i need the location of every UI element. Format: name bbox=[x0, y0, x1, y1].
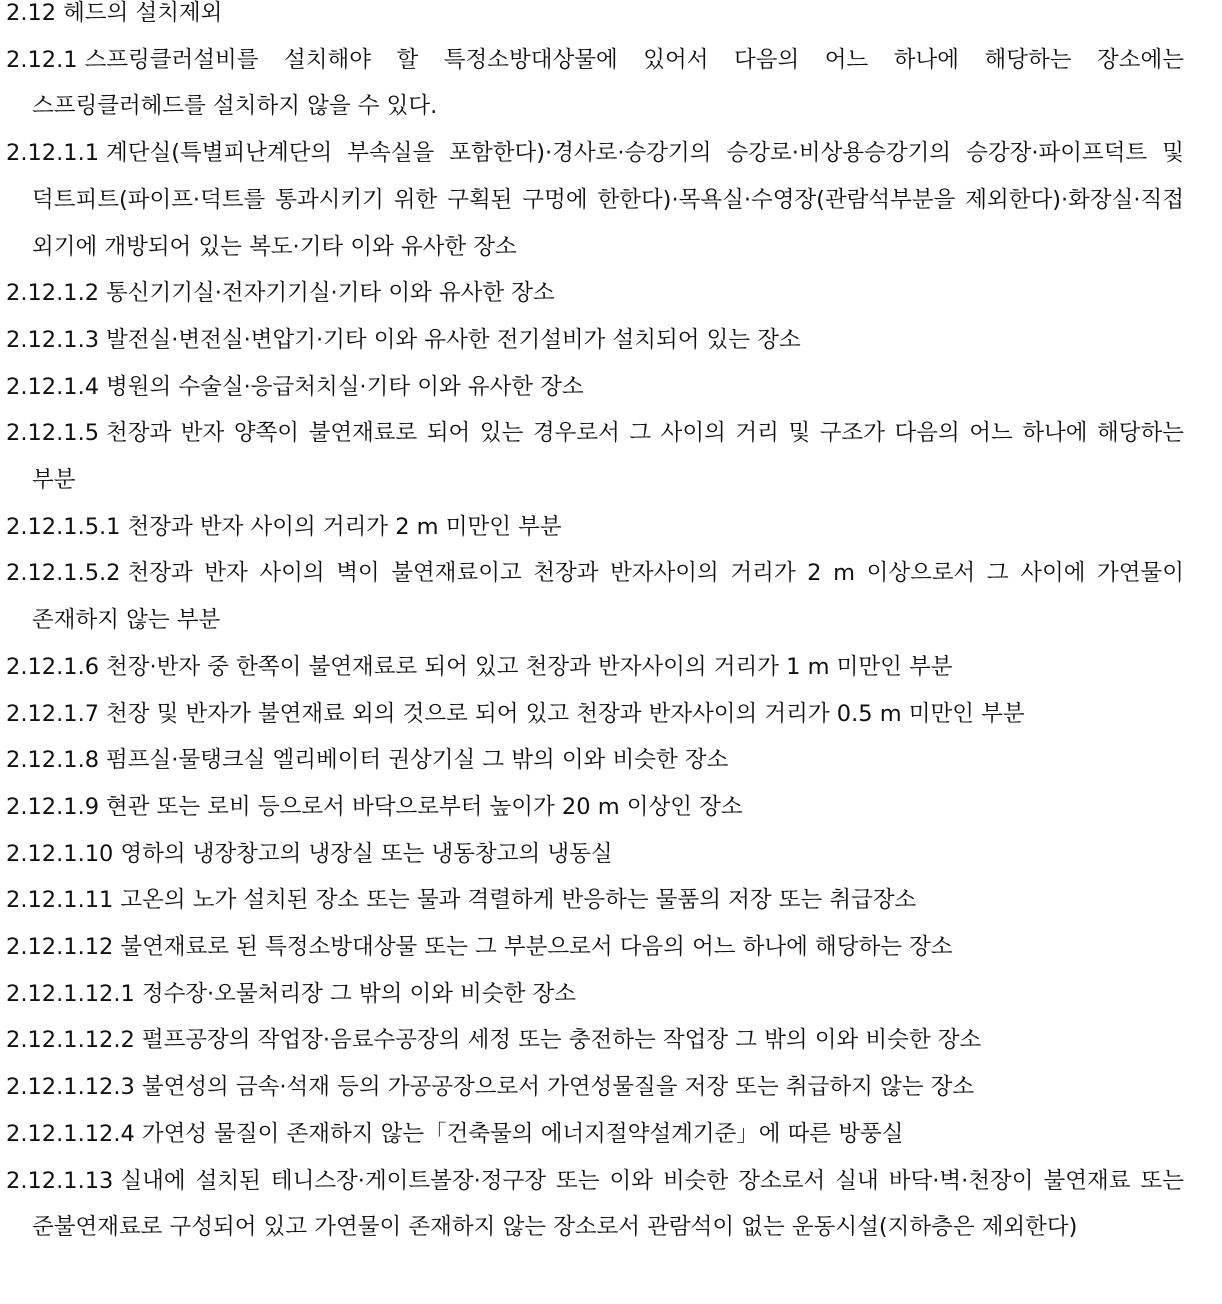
clause-text: 계단실(특별피난계단의 부속실을 포함한다)·경사로·승강기의 승강로·비상용승강기의 승강장·파이프덕트 및 덕트피트(파이프·덕트를 통과시키기 위한 구획된 구멍에 한한다)·목욕실·수영장(관람석부분을 제외한다)·화장실·직접 외기에 개방되어 있는 복도·기타 이와 유사한 장소 bbox=[32, 140, 1184, 260]
clause-number: 2.12.1.12 bbox=[6, 934, 114, 961]
clause-paragraph bbox=[6, 550, 1184, 643]
clause-text: 펄프공장의 작업장·음료수공장의 세정 또는 충전하는 작업장 그 밖의 이와 비슷한 장소 bbox=[141, 1027, 982, 1054]
clause-paragraph bbox=[6, 1111, 1184, 1158]
clause-number: 2.12.1.3 bbox=[6, 326, 100, 353]
section-number: 2.12 bbox=[6, 0, 57, 26]
clause-number: 2.12.1.12.3 bbox=[6, 1074, 135, 1101]
clause-text: 불연성의 금속·석재 등의 가공공장으로서 가연성물질을 저장 또는 취급하지 않는 장소 bbox=[141, 1074, 975, 1101]
clause-number: 2.12.1.11 bbox=[6, 887, 114, 914]
clause-paragraph bbox=[6, 364, 1184, 411]
clause-paragraph bbox=[6, 1017, 1184, 1064]
clause-text: 통신기기실·전자기기실·기타 이와 유사한 장소 bbox=[106, 280, 555, 307]
clause-number: 2.12.1.12.4 bbox=[6, 1120, 135, 1147]
clause-paragraph bbox=[6, 504, 1184, 551]
clause-paragraph bbox=[6, 644, 1184, 691]
clause-text: 현관 또는 로비 등으로서 바닥으로부터 높이가 20 m 이상인 장소 bbox=[106, 793, 743, 820]
clause-text: 영하의 냉장창고의 냉장실 또는 냉동창고의 냉동실 bbox=[120, 840, 613, 867]
clause-number: 2.12.1.5.2 bbox=[6, 560, 121, 587]
clause-paragraph bbox=[6, 1158, 1184, 1251]
clause-text: 스프링클러설비를 설치해야 할 특정소방대상물에 있어서 다음의 어느 하나에 해당하는 장소에는 스프링클러헤드를 설치하지 않을 수 있다. bbox=[32, 46, 1184, 120]
clause-number: 2.12.1.8 bbox=[6, 747, 100, 774]
clause-paragraph bbox=[6, 691, 1184, 738]
clause-paragraph bbox=[6, 410, 1184, 503]
clause-number: 2.12.1.4 bbox=[6, 373, 100, 400]
clause-text: 천장 및 반자가 불연재료 외의 것으로 되어 있고 천장과 반자사이의 거리가 0.5 m 미만인 부분 bbox=[106, 700, 1025, 727]
clause-number: 2.12.1.10 bbox=[6, 840, 114, 867]
clause-number: 2.12.1.9 bbox=[6, 793, 100, 820]
document-body bbox=[6, 0, 1184, 1251]
clause-text: 천장·반자 중 한쪽이 불연재료로 되어 있고 천장과 반자사이의 거리가 1 m 미만인 부분 bbox=[106, 653, 953, 680]
clause-text: 병원의 수술실·응급처치실·기타 이와 유사한 장소 bbox=[106, 373, 584, 400]
clause-paragraph bbox=[6, 737, 1184, 784]
clause-number: 2.12.1.6 bbox=[6, 653, 100, 680]
clause-text: 실내에 설치된 테니스장·게이트볼장·정구장 또는 이와 비슷한 장소로서 실내 바닥·벽·천장이 불연재료 또는 준불연재료로 구성되어 있고 가연물이 존재하지 않는 장소로서 관람석이 없는 운동시설(지하층은 제외한다) bbox=[32, 1167, 1184, 1241]
clause-number: 2.12.1.5.1 bbox=[6, 513, 121, 540]
clause-paragraph bbox=[6, 784, 1184, 831]
clause-paragraph bbox=[6, 130, 1184, 270]
clause-paragraph bbox=[6, 37, 1184, 130]
section-heading bbox=[6, 0, 1184, 37]
clause-text: 발전실·변전실·변압기·기타 이와 유사한 전기설비가 설치되어 있는 장소 bbox=[106, 326, 801, 353]
clause-text: 천장과 반자 사이의 벽이 불연재료이고 천장과 반자사이의 거리가 2 m 이상으로서 그 사이에 가연물이 존재하지 않는 부분 bbox=[32, 560, 1184, 634]
clause-text: 천장과 반자 양쪽이 불연재료로 되어 있는 경우로서 그 사이의 거리 및 구조가 다음의 어느 하나에 해당하는 부분 bbox=[32, 420, 1184, 494]
clause-text: 가연성 물질이 존재하지 않는「건축물의 에너지절약설계기준」에 따른 방풍실 bbox=[141, 1120, 904, 1147]
clause-number: 2.12.1.2 bbox=[6, 280, 100, 307]
clause-paragraph bbox=[6, 317, 1184, 364]
clause-paragraph bbox=[6, 877, 1184, 924]
clause-number: 2.12.1.12.1 bbox=[6, 980, 135, 1007]
clause-text: 정수장·오물처리장 그 밖의 이와 비슷한 장소 bbox=[141, 980, 576, 1007]
clause-text: 불연재료로 된 특정소방대상물 또는 그 부분으로서 다음의 어느 하나에 해당하는 장소 bbox=[120, 934, 953, 961]
clause-number: 2.12.1.1 bbox=[6, 140, 100, 167]
clause-paragraph bbox=[6, 831, 1184, 878]
clause-paragraph bbox=[6, 971, 1184, 1018]
clause-text: 고온의 노가 설치된 장소 또는 물과 격렬하게 반응하는 물품의 저장 또는 취급장소 bbox=[120, 887, 917, 914]
clause-number: 2.12.1.5 bbox=[6, 420, 100, 447]
clause-paragraph bbox=[6, 1064, 1184, 1111]
clause-number: 2.12.1.13 bbox=[6, 1167, 114, 1194]
clause-number: 2.12.1.12.2 bbox=[6, 1027, 135, 1054]
clause-text: 천장과 반자 사이의 거리가 2 m 미만인 부분 bbox=[127, 513, 562, 540]
clause-number: 2.12.1 bbox=[6, 46, 78, 73]
clause-number: 2.12.1.7 bbox=[6, 700, 100, 727]
clause-text: 펌프실·물탱크실 엘리베이터 권상기실 그 밖의 이와 비슷한 장소 bbox=[106, 747, 729, 774]
clause-paragraph bbox=[6, 924, 1184, 971]
clause-paragraph bbox=[6, 270, 1184, 317]
section-title: 헤드의 설치제외 bbox=[63, 0, 223, 26]
